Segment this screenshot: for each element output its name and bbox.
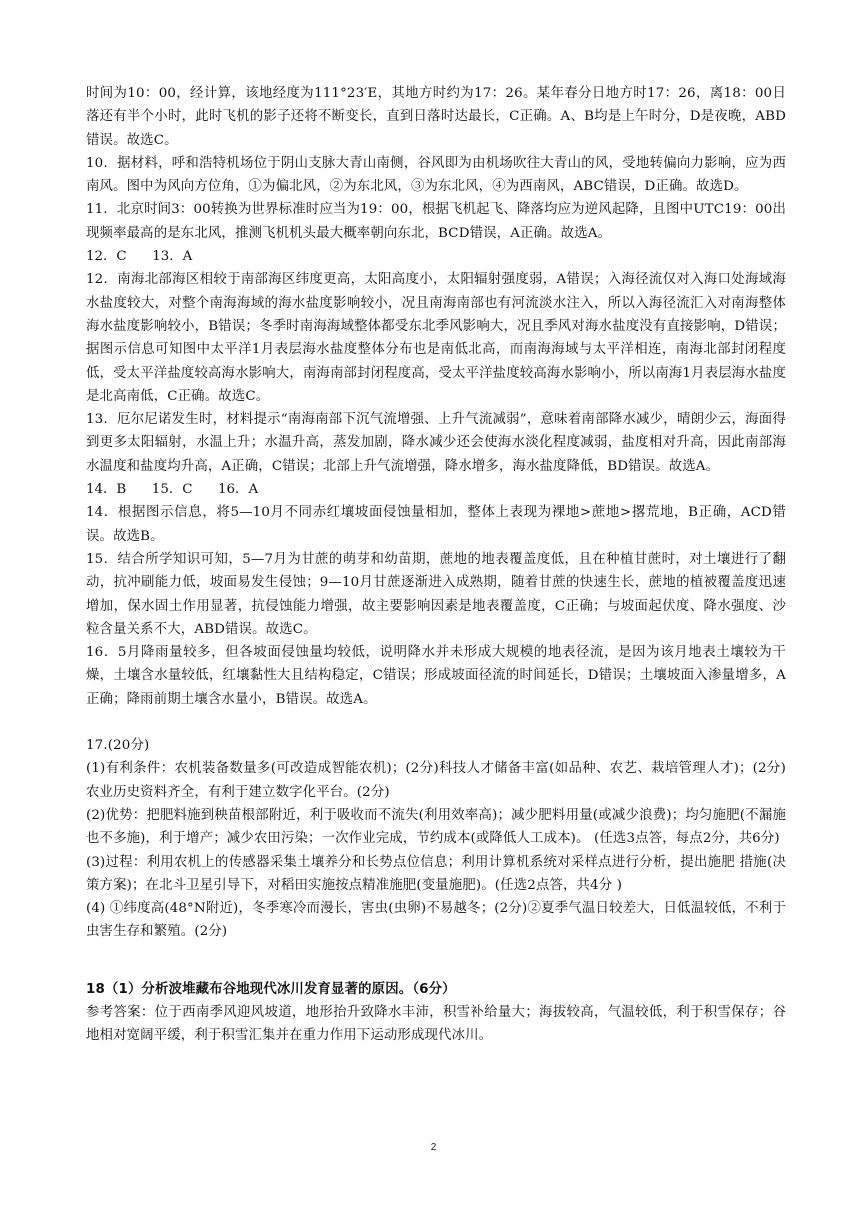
question-17-part-4: (4) ①纬度高(48°N附近)，冬季寒冷而漫长，害虫(虫卵)不易越冬；(2分)②夏季气温日较差大，日低温较低，不利于虫害生存和繁殖。(2分) [86, 901, 786, 940]
question-17-part-1: (1)有利条件：农机装备数量多(可改造成智能农机)；(2分)科技人才储备丰富(如品种、农艺、栽培管理人才)；(2分) 农业历史资料齐全，有利于建立数字化平台。(2分) [86, 761, 786, 800]
spacer [86, 944, 786, 978]
spacer [86, 711, 786, 734]
question-17-part-2: (2)优势：把肥料施到秧苗根部附近，利于吸收而不流失(利用效率高)；减少肥料用量(或减少浪费)；均匀施肥(不漏施也不多施)，利于增产；减少农田污染；一次作业完成，节约成本(或降低人工成本)。 (任选3点答，每点2分，共6分) [86, 807, 786, 847]
question-18-reference-answer: 参考答案：位于西南季风迎风坡道，地形抬升致降水丰沛，积雪补给量大；海拔较高，气温较低，利于积雪保存；谷地相对宽阔平缓，利于积雪汇集并在重力作用下运动形成现代冰川。 [86, 1004, 786, 1044]
answer-paragraph-q15: 15．结合所学知识可知，5—7月为甘蔗的萌芽和幼苗期，蔗地的地表覆盖度低，且在种植甘蔗时，对土壤进行了翻动，抗冲刷能力低，坡面易发生侵蚀；9—10月甘蔗逐渐进入成熟期，随着甘蔗的快速生长，蔗地的植被覆盖度迅速增加，保水固土作用显著，抗侵蚀能力增强，故主要影响因素是地表覆盖度，C正确；与坡面起伏度、降水强度、沙粒含量关系不大，ABD错误。故选C。 [86, 551, 786, 637]
answer-paragraph-q11: 11．北京时间3：00转换为世界标准时应当为19：00，根据飞机起飞、降落均应为逆风起降，且图中UTC19：00出现频率最高的是东北风，推测飞机机头最大概率朝向东北，BCD错误，A正确。故选A。 [86, 202, 786, 241]
question-17-part-3: (3)过程：利用农机上的传感器采集土壤养分和长势点位信息；利用计算机系统对采样点进行分析，提出施肥 措施(决策方案)；在北斗卫星引导下，对稻田实施按点精准施肥(变量施肥)。(任选2点答，共4分 ) [86, 854, 786, 893]
answer-key-12-13: 12．C 13．A [86, 249, 193, 265]
answer-paragraph-q10: 10．据材料，呼和浩特机场位于阴山支脉大青山南侧，谷风即为由机场吹往大青山的风，受地转偏向力影响，应为西南风。图中为风向方位角，①为偏北风，②为东北风，③为东北风，④为西南风，ABC错误，D正确。故选D。 [86, 155, 786, 195]
answer-paragraph-q12: 12．南海北部海区相较于南部海区纬度更高，太阳高度小，太阳辐射强度弱，A错误；入海径流仅对入海口处海域海水盐度较大，对整个南海海域的海水盐度影响较小，况且南海南部也有河流淡水注入，所以入海径流汇入对南海整体海水盐度影响较小，B错误；冬季时南海海域整体都受东北季风影响大，况且季风对海水盐度没有直接影响，D错误；据图示信息可知图中太平洋1月表层海水盐度整体分布也是南低北高，而南海海域与太平洋相连，南海北部封闭程度低，受太平洋盐度较高海水影响大，南海南部封闭程度高，受太平洋盐度较高海水影响小，所以南海1月表层海水盐度是北高南低，C正确。故选C。 [86, 272, 786, 404]
answer-key-14-16: 14．B 15．C 16．A [86, 482, 259, 498]
page-number: 2 [430, 1142, 437, 1153]
answer-paragraph-q14: 14．根据图示信息，将5—10月不同赤红壤坡面侵蚀量相加，整体上表现为裸地>蔗地>撂荒地，B正确，ACD错误。故选B。 [86, 505, 786, 544]
answer-paragraph-q13: 13．厄尔尼诺发生时，材料提示“南海南部下沉气流增强、上升气流减弱”，意味着南部降水减少，晴朗少云，海面得到更多太阳辐射，水温上升；水温升高，蒸发加剧，降水减少还会使海水淡化程度减弱，盐度相对升高，因此南部海水温度和盐度均升高，A正确，C错误；北部上升气流增强，降水增多，海水盐度降低，BD错误。故选A。 [86, 412, 786, 474]
question-18-title: 18（1）分析波堆藏布谷地现代冰川发育显著的原因。（6分） [86, 981, 456, 997]
question-17-title: 17.(20分) [86, 738, 150, 754]
answer-paragraph-q9-continued: 时间为10：00，经计算，该地经度为111°23′E，其地方时约为17：26。某年春分日地方时17：26，离18：00日落还有半个小时，此时飞机的影子还将不断变长，直到日落时达最长，C正确。A、B均是上午时分，D是夜晚，ABD错误。故选C。 [86, 86, 786, 148]
document-content [86, 82, 786, 1048]
answer-paragraph-q16: 16．5月降雨量较多，但各坡面侵蚀量均较低，说明降水并未形成大规模的地表径流，是因为该月地表土壤较为干燥，土壤含水量较低，红壤黏性大且结构稳定，C错误；形成坡面径流的时间延长，D错误；土壤坡面入渗量增多，A正确；降雨前期土壤含水量小，B错误。故选A。 [86, 645, 786, 707]
